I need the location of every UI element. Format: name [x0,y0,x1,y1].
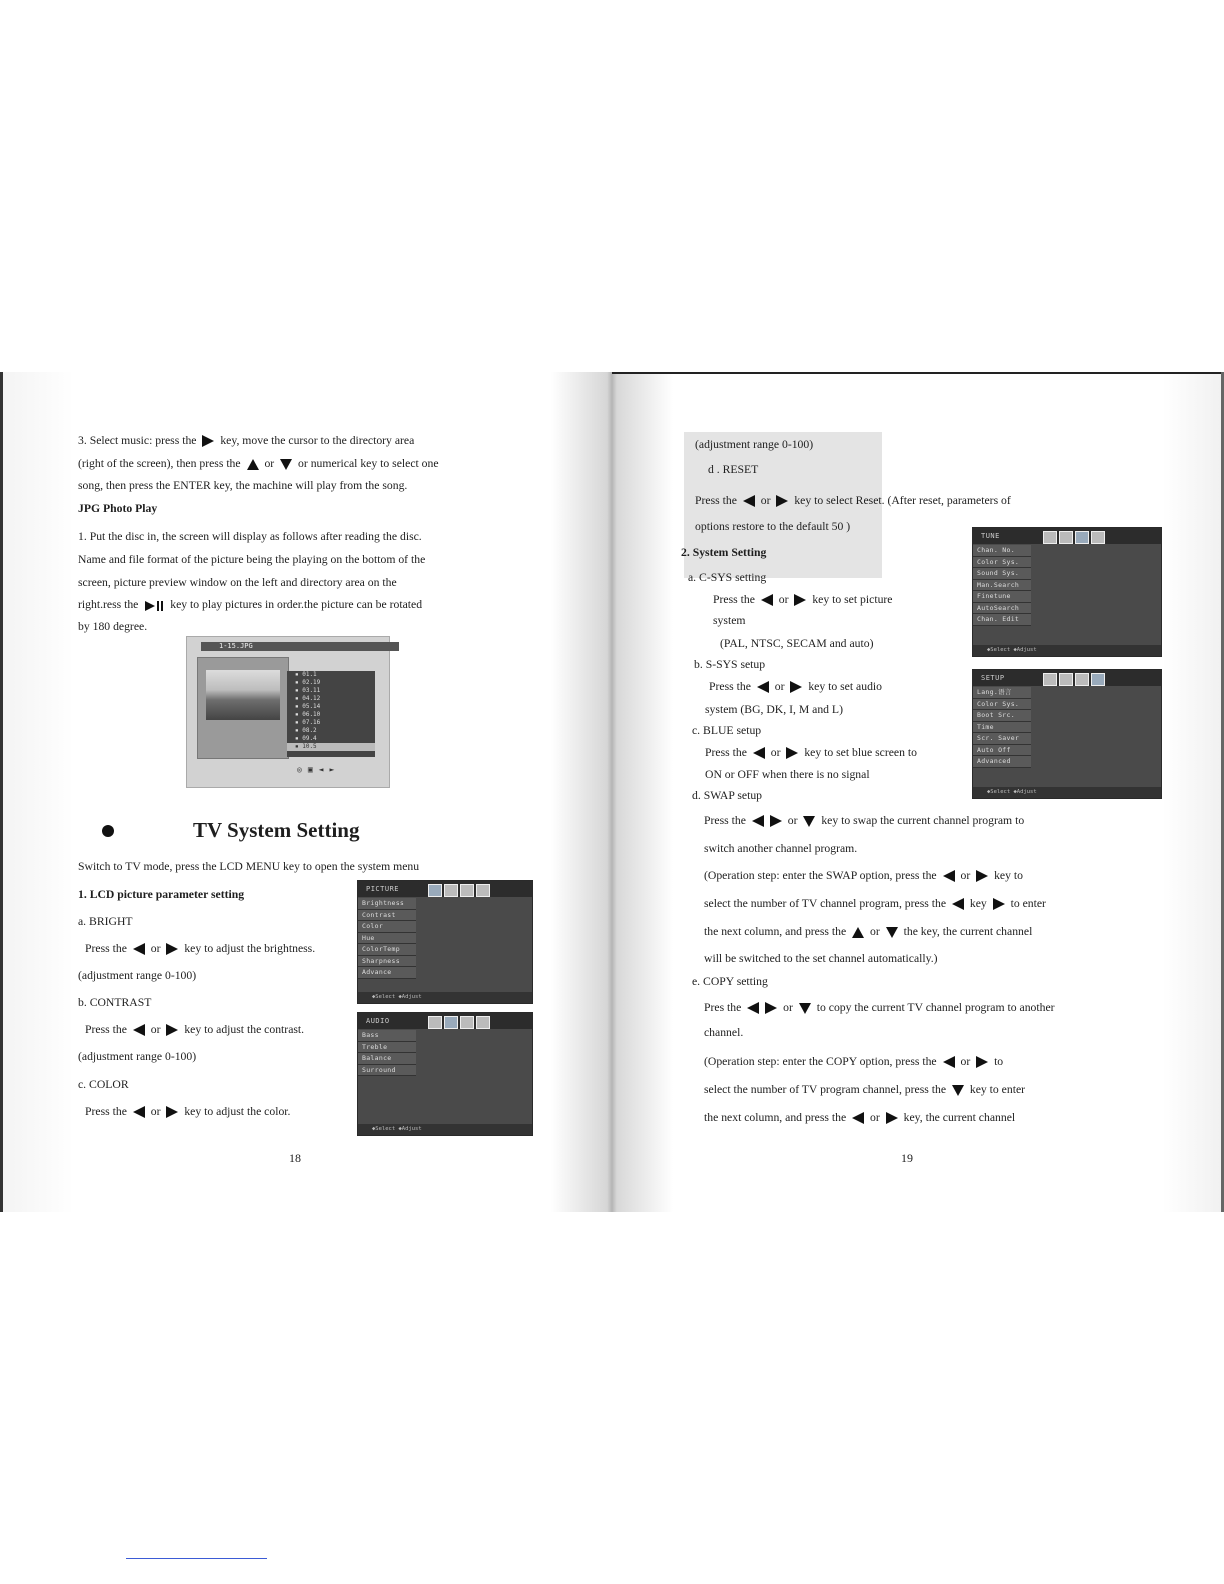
switch-line: Switch to TV mode, press the LCD MENU key to open the system menu [78,860,420,873]
copy-cont: channel. [704,1026,744,1039]
blue-line [705,746,917,760]
color-label: c. COLOR [78,1078,129,1091]
menu-item[interactable]: Color [358,921,416,933]
text-run: the next column, and press the [704,925,850,938]
menu-item[interactable]: Sound Sys. [973,568,1031,580]
text-run: key [966,897,990,910]
picture-icon[interactable] [1043,673,1057,686]
text-run: key to set blue screen to [801,746,917,759]
menu-title: SETUP [981,674,1005,682]
copy-line [704,1001,1055,1015]
menu-item[interactable]: Scr. Saver [973,733,1031,745]
audio-icon[interactable] [444,1016,458,1029]
section-bullet [102,825,114,837]
text-run: song, then press the ENTER key, the machine will play from the song. [78,479,408,492]
bright-label: a. BRIGHT [78,915,133,928]
key-left-icon [757,681,769,693]
key-right-icon [166,1106,178,1118]
system-heading: 2. System Setting [681,546,767,559]
key-right-icon [886,1112,898,1124]
text-run: key to select Reset. (After reset, parameters of [791,494,1011,507]
swap-cont: switch another channel program. [704,842,858,855]
photo-list-item[interactable]: ▪ 04.12 [295,695,321,702]
contrast-line [85,1023,304,1037]
text-run: to enter [1007,897,1046,910]
csys-cont: system [713,614,746,627]
text-run: or [775,593,792,606]
jpg-line-5 [78,620,147,634]
jpg-heading: JPG Photo Play [78,502,158,515]
key-left-icon [747,1002,759,1014]
picture-icon[interactable] [428,1016,442,1029]
key-left-icon [952,898,964,910]
menu-header [973,670,1161,686]
csys-options: (PAL, NTSC, SECAM and auto) [720,637,874,650]
text-run: select the number of TV channel program, press the [704,897,949,910]
text-run: Press the [85,1023,130,1036]
key-left-icon [761,594,773,606]
photo-directory-list [287,671,375,757]
text-run: the next column, and press the [704,1111,850,1124]
text-run: right.ress the [78,598,142,611]
menu-item[interactable]: Sharpness [358,956,416,968]
swap-op-3 [704,925,1032,939]
photo-file-title: 1-15.JPG [201,642,399,651]
text-run: to copy the current TV channel program to another [813,1001,1055,1014]
text-run: key to set picture [809,593,893,606]
menu-item[interactable]: Brightness [358,898,416,910]
key-left-icon [133,1106,145,1118]
swap-op-4: will be switched to the set channel automatically.) [704,952,938,965]
photo-list-item[interactable]: ▪ 09.4 [295,735,317,742]
key-right-icon [794,594,806,606]
text-run: 1. Put the disc in, the screen will display as follows after reading the disc. [78,530,422,543]
key-left-icon [133,943,145,955]
ssys-cont: system (BG, DK, I, M and L) [705,703,843,716]
key-left-icon [752,815,764,827]
key-left-icon [753,747,765,759]
text-run: key to adjust the brightness. [181,942,316,955]
text-run: or [957,869,974,882]
text-run: Press the [709,680,754,693]
blue-cont: ON or OFF when there is no signal [705,768,870,781]
page-left-edge [0,372,3,1212]
text-run: Press the [704,814,749,827]
picture-icon[interactable] [1043,531,1057,544]
text-run: or [771,680,788,693]
copy-op-1 [704,1055,1003,1069]
text-run: (right of the screen), then press the [78,457,244,470]
text-run: select the number of TV program channel, press the [704,1083,949,1096]
photo-list-item[interactable]: ▪ 08.2 [295,727,317,734]
photo-list-item[interactable]: ▪ 07.16 [295,719,321,726]
copy-op-3 [704,1111,1015,1125]
csys-label: a. C-SYS setting [688,571,767,584]
menu-item[interactable]: Lang.语言 [973,687,1031,699]
swap-op-2 [704,897,1046,911]
audio-icon[interactable] [1059,673,1073,686]
tune-icon[interactable] [460,1016,474,1029]
key-left-icon [852,1112,864,1124]
menu-title: TUNE [981,532,1000,540]
jpg-line-1 [78,530,422,544]
text-run: key to adjust the color. [181,1105,291,1118]
text-run: by 180 degree. [78,620,148,633]
text-run: or numerical key to select one [295,457,439,470]
csys-line [713,593,893,607]
text-run: key to [991,869,1023,882]
key-left-icon [943,1056,955,1068]
menu-footer: ◆Select ◆Adjust [358,1124,532,1135]
select-music-line-1 [78,434,414,448]
text-run: key to set audio [805,680,883,693]
bright-line [85,942,315,956]
menu-items [358,1030,416,1076]
menu-item[interactable]: Surround [358,1065,416,1077]
photo-preview-image [206,670,280,720]
photo-controls: ◎▣◄► [297,765,341,774]
key-right-icon [166,943,178,955]
audio-icon[interactable] [1059,531,1073,544]
key-down-icon [280,459,292,470]
key-right-icon [993,898,1005,910]
setup-icon[interactable] [476,1016,490,1029]
menu-header [358,1013,532,1029]
menu-header [358,881,532,897]
menu-item[interactable]: Bass [358,1030,416,1042]
page-number-left: 18 [289,1151,301,1165]
swap-label: d. SWAP setup [692,789,763,802]
play-pause-icon [145,598,163,612]
text-run: Press the [705,746,750,759]
key-left-icon [943,870,955,882]
reset-label: d . RESET [708,463,759,476]
text-run: key to enter [966,1083,1026,1096]
tune-icon[interactable] [460,884,474,897]
photo-preview-window [197,657,289,759]
key-left-icon [743,495,755,507]
menu-item[interactable]: AutoSearch [973,603,1031,615]
menu-item[interactable]: Finetune [973,591,1031,603]
text-run: screen, picture preview window on the left and directory area on the [78,576,397,589]
key-right-icon [202,435,214,447]
key-down-icon [799,1003,811,1014]
setup-icon[interactable] [1091,673,1105,686]
text-run: or [147,1023,164,1036]
text-run: key, move the cursor to the directory area [217,434,415,447]
picture-icon[interactable] [428,884,442,897]
menu-item[interactable]: Color Sys. [973,699,1031,711]
jpg-player-screenshot [186,636,390,788]
text-run: key to adjust the contrast. [181,1023,305,1036]
menu-item[interactable]: Boot Src. [973,710,1031,722]
text-run: or [261,457,278,470]
key-up-icon [852,927,864,938]
text-run: Press the [85,942,130,955]
menu-footer: ◆Select ◆Adjust [358,992,532,1003]
ssys-line [709,680,882,694]
menu-items [973,545,1031,626]
text-run: or [147,942,164,955]
menu-item[interactable]: Hue [358,933,416,945]
copy-op-2 [704,1083,1025,1097]
key-down-icon [803,816,815,827]
menu-item[interactable]: Contrast [358,910,416,922]
tune-menu [972,527,1162,657]
color-line [85,1105,290,1119]
key-right-icon [770,815,782,827]
key-down-icon [886,927,898,938]
text-run: (Operation step: enter the COPY option, press the [704,1055,940,1068]
key-up-icon [247,459,259,470]
menu-item[interactable]: Chan. No. [973,545,1031,557]
text-run: the key, the current channel [900,925,1033,938]
text-run: or [780,1001,796,1014]
text-run: Press the [85,1105,130,1118]
text-run: or [784,814,801,827]
text-run: or [867,1111,883,1124]
photo-list-item[interactable]: ▪ 02.19 [295,679,321,686]
jpg-line-4 [78,598,422,612]
lcd-heading: 1. LCD picture parameter setting [78,888,245,901]
tune-icon[interactable] [1075,531,1089,544]
text-run: (Operation step: enter the SWAP option, press the [704,869,940,882]
select-music-line-3 [78,479,407,493]
key-right-icon [786,747,798,759]
page-top-edge [612,372,1224,374]
audio-icon[interactable] [444,884,458,897]
menu-items [973,687,1031,768]
text-run: Pres the [704,1001,745,1014]
key-right-icon [976,1056,988,1068]
key-right-icon [790,681,802,693]
reset-line-1 [695,494,1011,508]
text-run: to [991,1055,1004,1068]
photo-list-item[interactable]: ▪ 06.10 [295,711,321,718]
tune-icon[interactable] [1075,673,1089,686]
key-right-icon [765,1002,777,1014]
menu-title: AUDIO [366,1017,390,1025]
text-run: or [757,494,774,507]
text-run: or [957,1055,974,1068]
text-run: 3. Select music: press the [78,434,200,447]
footer-rule [126,1558,267,1559]
text-run: or [867,925,883,938]
text-run: key to swap the current channel program to [818,814,1025,827]
blue-label: c. BLUE setup [692,724,762,737]
menu-items [358,898,416,979]
setup-icon[interactable] [1091,531,1105,544]
text-run: or [147,1105,164,1118]
menu-item[interactable]: ColorTemp [358,944,416,956]
menu-header [973,528,1161,544]
page-number-right: 19 [901,1151,913,1165]
jpg-line-2 [78,553,425,567]
menu-item[interactable]: Man.Search [973,580,1031,592]
text-run: or [767,746,784,759]
menu-item[interactable]: Advanced [973,756,1031,768]
reset-line-2: options restore to the default 50 ) [695,520,851,533]
photo-list-item[interactable]: ▪ 10.5 [287,743,375,751]
range-1: (adjustment range 0-100) [78,969,197,982]
key-left-icon [133,1024,145,1036]
copy-label: e. COPY setting [692,975,768,988]
key-right-icon [976,870,988,882]
menu-item[interactable]: Advance [358,967,416,979]
menu-footer: ◆Select ◆Adjust [973,787,1161,798]
range-2: (adjustment range 0-100) [78,1050,197,1063]
select-music-line-2 [78,457,439,471]
menu-item[interactable]: Balance [358,1053,416,1065]
menu-item[interactable]: Auto Off [973,745,1031,757]
menu-item[interactable]: Chan. Edit [973,614,1031,626]
text-run: Press the [713,593,758,606]
jpg-line-3 [78,576,397,590]
swap-op-1 [704,869,1023,883]
menu-title: PICTURE [366,885,400,893]
section-title: TV System Setting [193,818,360,842]
text-run: Name and file format of the picture being the playing on the bottom of the [78,553,426,566]
setup-icon[interactable] [476,884,490,897]
text-run: Press the [695,494,740,507]
photo-list-item[interactable]: ▪ 01.1 [295,671,317,678]
menu-item[interactable]: Treble [358,1042,416,1054]
audio-menu [357,1012,533,1136]
range-top: (adjustment range 0-100) [695,438,814,451]
text-run: key to play pictures in order.the picture can be rotated [167,598,423,611]
key-right-icon [776,495,788,507]
key-down-icon [952,1085,964,1096]
contrast-label: b. CONTRAST [78,996,152,1009]
photo-list-item[interactable]: ▪ 03.11 [295,687,321,694]
menu-footer: ◆Select ◆Adjust [973,645,1161,656]
menu-item[interactable]: Time [973,722,1031,734]
setup-menu [972,669,1162,799]
ssys-label: b. S-SYS setup [694,658,766,671]
text-run: key, the current channel [900,1111,1016,1124]
menu-item[interactable]: Color Sys. [973,557,1031,569]
swap-line [704,814,1024,828]
photo-list-item[interactable]: ▪ 05.14 [295,703,321,710]
picture-menu [357,880,533,1004]
key-right-icon [166,1024,178,1036]
